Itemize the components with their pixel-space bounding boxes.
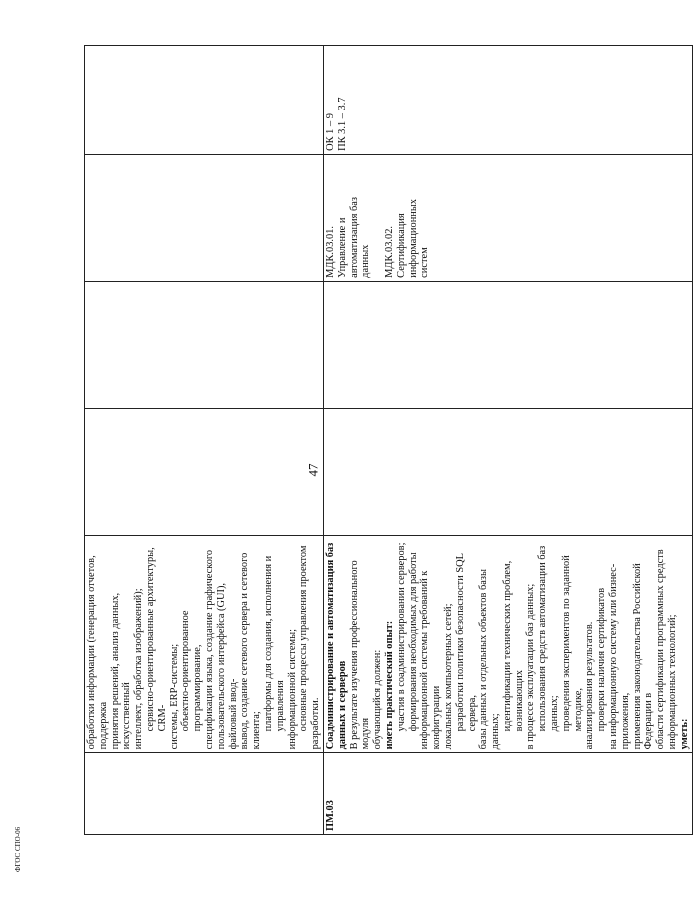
text-line: платформы для создания, исполнения и управления [262, 555, 286, 732]
rotated-table-wrapper [84, 45, 690, 835]
text-line: обработки информации (генерация отчетов, поддержка [86, 555, 109, 750]
text-line: идентификации технических проблем, возникающих [501, 560, 525, 732]
text-line: информационных [407, 199, 419, 278]
text-line: Сертификация [395, 213, 407, 278]
row1-content-cell [85, 535, 324, 753]
row2-mdk-cell [323, 154, 692, 281]
row2-competence-cell [323, 46, 692, 155]
row2-code-cell: ПМ.03 [323, 753, 692, 835]
text-line: сервисно-ориентированные архитектуры, CRM- [144, 547, 168, 732]
text-line: области сертификации программных средств [655, 549, 667, 750]
page-number: 47 [305, 463, 321, 477]
text-line: использования средств автоматизации баз данных; [537, 545, 561, 732]
text-line: базы данных и отдельных объектов базы данных; [478, 569, 502, 750]
text-line: В результате изучения профессионального модуля [348, 560, 372, 750]
section-label-experience: иметь практический опыт: [383, 620, 395, 750]
text-line: формирования необходимых для работы [407, 552, 419, 732]
text-line: проверки наличия сертификатов [596, 587, 608, 732]
text-line: анализирования результатов. [584, 621, 596, 750]
text-line: интеллект, обработка изображений); [133, 588, 145, 750]
row1-empty-cell-3 [85, 154, 324, 281]
row1-code-cell [85, 753, 324, 835]
text-line: пользовательского интерфейса (GUI), файловый ввод- [215, 582, 239, 750]
text-line: данных [360, 244, 372, 278]
text-line: МДК.03.01. [324, 225, 336, 278]
text-line [372, 158, 384, 278]
text-line: обучающийся должен: [372, 649, 384, 750]
table-row [85, 46, 324, 835]
text-line: проведения экспериментов по заданной методике, [560, 555, 584, 732]
text-line: системы, ERP-системы; [168, 643, 180, 750]
text-line: информационных технологий; [667, 614, 679, 750]
text-line: локальных компьютерных сетей; [442, 603, 454, 750]
text-line: информационной системы требований к конфигурации [419, 570, 443, 750]
text-line: информационной системы; [286, 629, 298, 750]
text-line: автоматизация баз [348, 197, 360, 278]
module-title: Соадминистрирование и автоматизация баз данных и серверов [324, 542, 348, 750]
text-line: применения законодательства Российской Федерации в [631, 563, 655, 750]
text-line: разработки. [310, 697, 322, 750]
text-line: принятия решений, анализ данных, искусственный [109, 592, 133, 750]
text-line: Управление и [336, 217, 348, 278]
row1-empty-cell-4 [85, 46, 324, 155]
text-line: ОК 1 – 9 [324, 113, 336, 151]
text-line: систем [419, 247, 431, 278]
text-line: разработки политики безопасности SQL сервера, [454, 553, 478, 732]
row1-empty-cell-2 [85, 281, 324, 408]
curriculum-table [84, 45, 693, 835]
text-line: на информационную систему или бизнес-приложения, [608, 563, 631, 750]
row2-empty-cell-2 [323, 281, 692, 408]
text-line: МДК.03.02. [383, 225, 395, 278]
text-line: участия в соадминистрировании серверов; [395, 542, 407, 732]
text-line: спецификации языка, создание графического [203, 549, 215, 750]
text-line: в процессе эксплуатации баз данных; [525, 583, 537, 750]
row2-empty-cell-1 [323, 408, 692, 535]
text-line: ПК 3.1 – 3.7 [336, 97, 348, 151]
row2-content-cell [323, 535, 692, 753]
table-row [323, 46, 692, 835]
text-line: вывод, создание сетевого сервера и сетевого клиента; [239, 552, 263, 750]
footer-text: ФГОС СПО-06 [14, 826, 22, 872]
text-line: объектно-ориентированное программирование, [180, 610, 204, 732]
section-label-skills: уметь: [678, 718, 690, 750]
text-line: основные процессы управления проектом [298, 545, 310, 732]
row1-empty-cell-1 [85, 408, 324, 535]
